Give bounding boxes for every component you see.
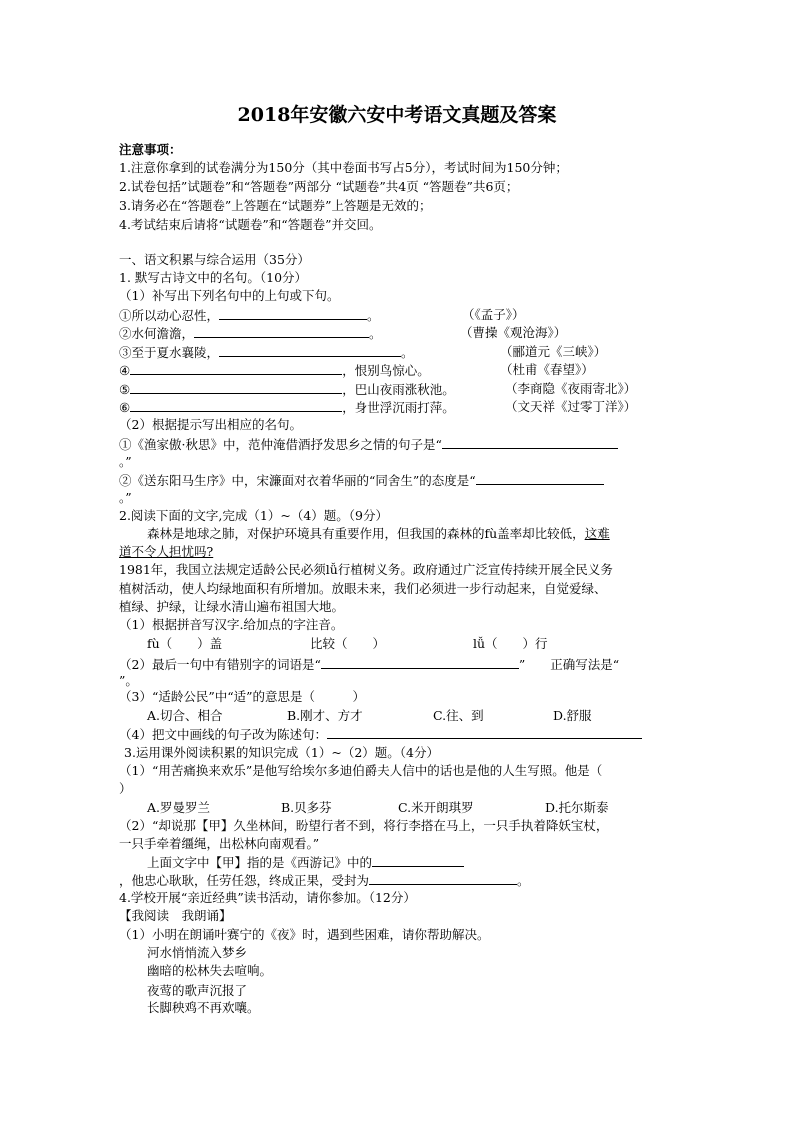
answer-blank[interactable] — [194, 325, 369, 338]
question-3-sub2: （2）“却说那【甲】久坐林间，盼望行者不到，将行李搭在马上，一只手执着降妖宝杖， — [119, 818, 609, 833]
choice-option[interactable]: D.托尔斯泰 — [545, 800, 609, 815]
poem-source: （《孟子》） — [462, 307, 525, 322]
poem-fill-row — [119, 399, 455, 416]
poem-line: 夜莺的歌声沉报了 — [147, 983, 248, 998]
pinyin-item: fù（ ）盖 — [147, 636, 223, 651]
question-3-sub2-cont: 一只手牵着缰绳，出松林向南观看。” — [119, 836, 320, 851]
poem-suffix: 。 — [369, 326, 382, 341]
section-heading: 一、语文积累与综合运用（35分） — [119, 252, 310, 267]
notice-item: 1.注意你拿到的试卷满分为150分（其中卷面书写占5分），考试时间为150分钟； — [119, 160, 568, 175]
close-quote: 。” — [119, 454, 132, 469]
poem-fill-row — [119, 381, 455, 398]
poem-source: （曹操《观沧海》） — [460, 325, 567, 340]
question-2-title: 2.阅读下面的文字,完成（1）~（4）题。（9分） — [119, 508, 388, 523]
underlined-sentence: 这难 — [584, 526, 610, 541]
poem-prefix: ②水何澹澹， — [119, 326, 195, 341]
answer-blank[interactable] — [321, 656, 519, 669]
close-quote: ”。 — [119, 673, 138, 688]
close-paren: ） — [119, 781, 132, 796]
poem-fill-row — [119, 362, 430, 379]
poem-line: 河水悄悄流入梦乡 — [147, 945, 248, 960]
poem-line: 长脚秧鸡不再欢嚷。 — [147, 1000, 260, 1015]
close-quote: 。” — [119, 490, 132, 505]
choice-option[interactable]: B.刚才、方才 — [287, 708, 363, 723]
answer-blank[interactable] — [442, 436, 618, 449]
pinyin-item: 比较（ ） — [310, 636, 386, 651]
poem-prefix: ⑤ — [119, 382, 131, 397]
notice-item: 4.考试结束后请将“试题卷”和“答题卷”并交回。 — [119, 217, 382, 232]
prompt-text: ，他忠心耿耿，任劳任怨，终成正果，受封为 — [119, 873, 370, 888]
question-1-sub2: （2）根据提示写出相应的名句。 — [119, 417, 302, 432]
question-2-sub1: （1）根据拼音写汉字.给加点的字注音。 — [119, 617, 344, 632]
question-3-sub2-prompt — [147, 854, 464, 871]
choice-option[interactable]: C.往、到 — [433, 708, 484, 723]
poem-prefix: ⑥ — [119, 400, 131, 415]
prompt-text: ①《渔家傲·秋思》中，范仲淹借酒抒发思乡之情的句子是“ — [119, 437, 442, 452]
poem-suffix: ，身世浮沉雨打萍。 — [342, 400, 455, 415]
answer-blank[interactable] — [219, 307, 367, 320]
question-2-sub4 — [119, 726, 642, 743]
answer-blank[interactable] — [372, 854, 464, 867]
question-1-sub1: （1）补写出下列名句中的上句或下句。 — [119, 288, 340, 303]
poem-suffix: ，恨别鸟惊心。 — [342, 363, 430, 378]
poem-fill-row — [119, 307, 380, 324]
passage-line: 植绿、护绿，让绿水清山遍布祖国大地。 — [119, 599, 345, 614]
poem-prefix: ③至于夏水襄陵， — [119, 345, 220, 360]
poem-suffix: 。 — [367, 308, 380, 323]
pinyin-item: lǚ（ ）行 — [473, 636, 548, 651]
question-1-sub2-b — [119, 472, 604, 489]
answer-blank[interactable] — [130, 399, 342, 412]
choice-option[interactable]: B.贝多芬 — [281, 800, 332, 815]
passage-line — [147, 526, 610, 542]
poem-prefix: ④ — [119, 363, 131, 378]
prompt-text: ②《送东阳马生序》中，宋濂面对衣着华丽的“同舍生”的态度是“ — [119, 473, 476, 488]
prompt-text: ” 正确写法是“ — [518, 657, 620, 672]
page-title: 2018年安徽六安中考语文真题及答案 — [237, 104, 557, 126]
poem-source: （郦道元《三峡》） — [500, 344, 607, 359]
choice-option[interactable]: C.米开朗琪罗 — [398, 800, 474, 815]
notice-heading: 注意事项： — [119, 142, 182, 157]
choice-option[interactable]: A.切合、相合 — [147, 708, 223, 723]
question-3-title: 3.运用课外阅读积累的知识完成（1）~（2）题。（4分） — [124, 745, 440, 760]
answer-blank[interactable] — [476, 472, 604, 485]
answer-blank[interactable] — [130, 381, 342, 394]
question-1-sub2-a — [119, 436, 618, 453]
prompt-text: （2）最后一句中有错别字的词语是“ — [119, 657, 321, 672]
question-4-subheading: 【我阅读 我朗诵】 — [119, 908, 232, 923]
passage-text: 森林是地球之肺，对保护环境具有重要作用，但我国的森林的fù盖率却比较低， — [147, 526, 585, 541]
prompt-text: 上面文字中【甲】指的是《西游记》中的 — [147, 855, 373, 870]
question-3-sub2-prompt — [119, 872, 530, 889]
poem-source: （文天祥《过零丁洋》） — [505, 399, 637, 414]
poem-suffix: 。 — [401, 345, 414, 360]
question-2-sub2 — [119, 656, 619, 673]
question-2-sub3: （3）“适龄公民”中“适”的意思是（ ） — [119, 689, 366, 704]
notice-item: 2.试卷包括”试题卷”和“答题卷”两部分 “试题卷”共4页 “答题卷”共6页； — [119, 179, 519, 194]
answer-blank[interactable] — [327, 726, 642, 739]
question-4-title: 4.学校开展“亲近经典”读书活动，请你参加。（12分） — [119, 890, 416, 905]
passage-line: 植树活动，使人均绿地面积有所增加。放眼未来，我们必须进一步行动起来，自觉爱绿、 — [119, 581, 607, 596]
answer-blank[interactable] — [219, 344, 401, 357]
poem-fill-row — [119, 344, 414, 361]
poem-prefix: ①所以动心忍性， — [119, 308, 220, 323]
poem-fill-row — [119, 325, 382, 342]
underlined-sentence: 道不令人担忧吗? — [119, 544, 214, 559]
passage-line: 1981年，我国立法规定适龄公民必须lǚ行植树义务。政府通过广泛宣传持续开展全民义务 — [119, 562, 613, 577]
poem-source: （李商隐《夜雨寄北》） — [505, 381, 637, 396]
question-3-sub1: （1）“用苦痛换来欢乐”是他写给埃尔多迪伯爵夫人信中的话也是他的人生写照。他是（ — [119, 763, 603, 778]
answer-blank[interactable] — [369, 872, 517, 885]
poem-source: （杜甫《春望》） — [500, 362, 594, 377]
question-4-sub1: （1）小明在朗诵叶赛宁的《夜》时，遇到些困难，请你帮助解决。 — [119, 927, 490, 942]
choice-option[interactable]: D.舒服 — [553, 708, 592, 723]
poem-line: 幽暗的松林失去喧响。 — [147, 963, 273, 978]
prompt-text: 。 — [517, 873, 530, 888]
choice-option[interactable]: A.罗曼罗兰 — [147, 800, 211, 815]
poem-suffix: ，巴山夜雨涨秋池。 — [342, 382, 455, 397]
question-1-title: 1. 默写古诗文中的名句。（10分） — [119, 270, 308, 285]
prompt-text: （4）把文中画线的句子改为陈述句： — [119, 727, 327, 742]
answer-blank[interactable] — [130, 362, 342, 375]
notice-item: 3.请务必在“答题卷”上答题在“试题券”上答题是无效的； — [119, 198, 432, 213]
